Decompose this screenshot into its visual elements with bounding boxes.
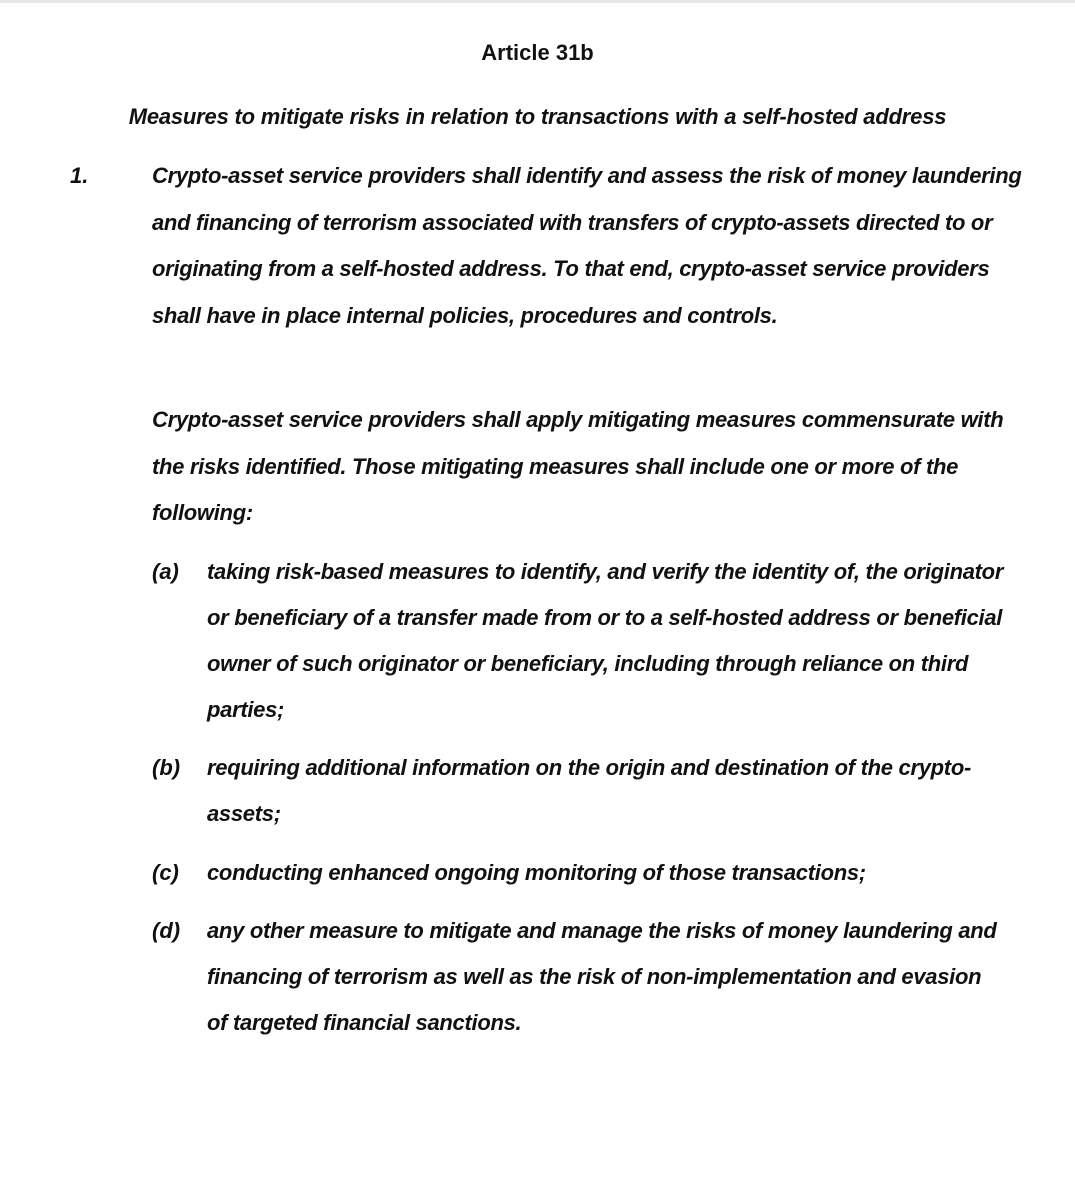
paragraph-number: 1. [70, 163, 89, 188]
article-subtitle: Measures to mitigate risks in relation to transactions with a self-hosted address [128, 104, 947, 129]
paragraph-text-2: Crypto-asset service providers shall apply mitigating measures commensurate with the risks identified. Those mitigating measures shall include one or more of the following: [152, 407, 1004, 525]
list-item-text-b: requiring additional information on the origin and destination of the crypto-assets; [207, 755, 971, 826]
list-item-text-a: taking risk-based measures to identify, and verify the identity of, the originator or beneficiary of a transfer made from or to a self-hosted address or beneficial owner of such originator or beneficiary, including through reliance on third parties; [207, 559, 1004, 722]
page-top-edge [0, 0, 1075, 3]
list-item-text-c: conducting enhanced ongoing monitoring of those transactions; [207, 860, 866, 885]
list-item-label-a: (a) [152, 559, 179, 584]
list-item-text-d: any other measure to mitigate and manage the risks of money laundering and financing of terrorism as well as the risk of non-implementation and evasion of targeted financial sanctions. [207, 918, 997, 1035]
list-item-label-c: (c) [152, 860, 179, 885]
paragraph-text-1: Crypto-asset service providers shall identify and assess the risk of money laundering and financing of terrorism associated with transfers of crypto-assets directed to or originating from a self-hosted address. To that end, crypto-asset service providers shall have in place internal policies, procedures and controls. [152, 163, 1022, 328]
list-item-label-b: (b) [152, 755, 181, 780]
article-title: Article 31b [481, 40, 594, 65]
list-item-label-d: (d) [152, 918, 181, 943]
